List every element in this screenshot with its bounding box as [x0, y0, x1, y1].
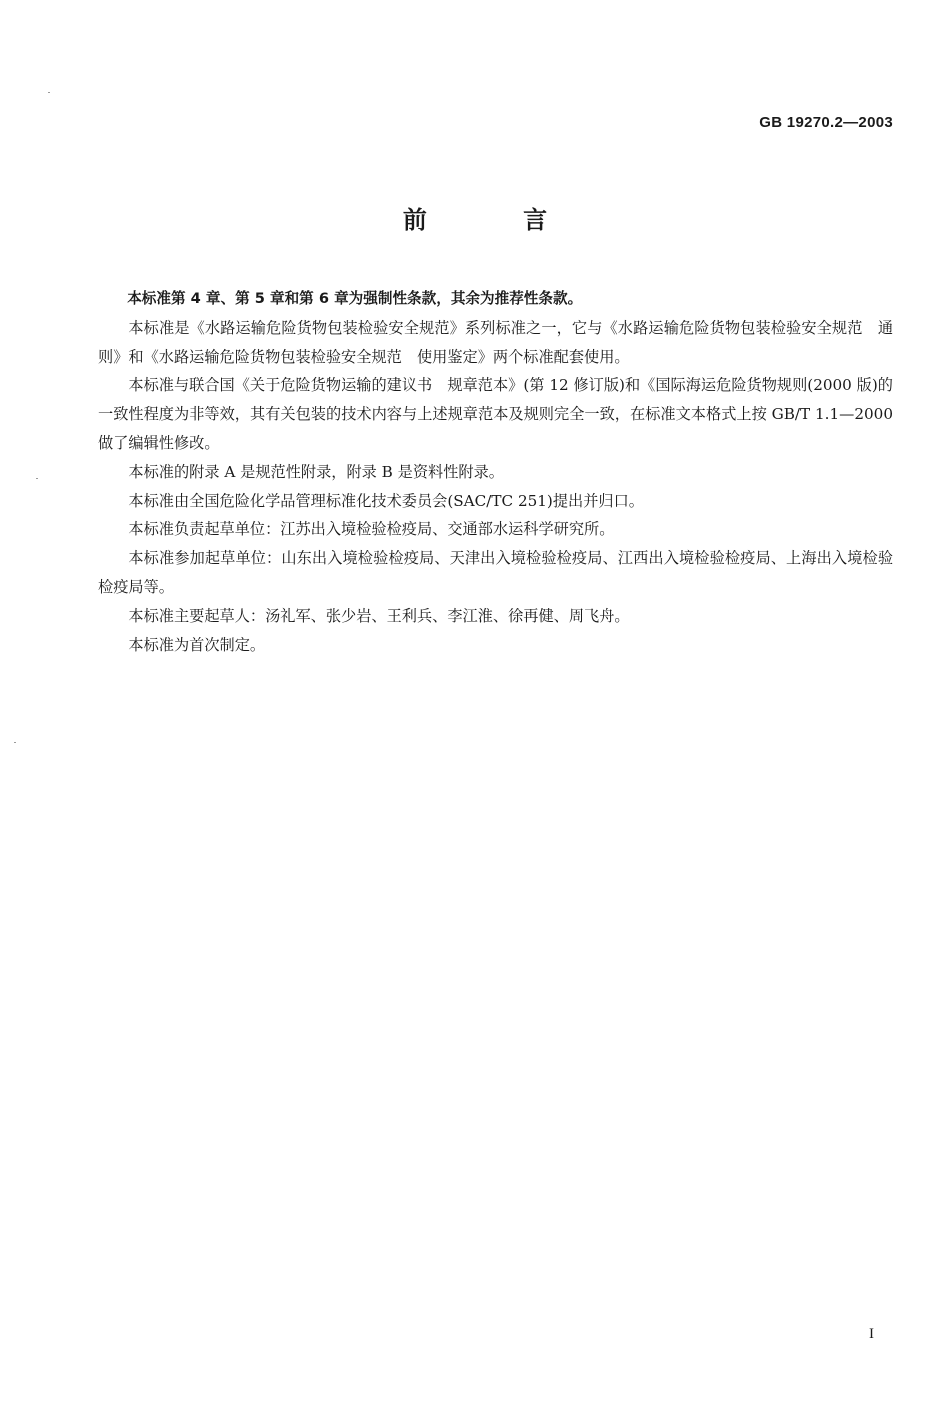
standard-number: GB 19270.2—2003	[759, 114, 893, 131]
paragraph-first-edition: 本标准为首次制定。	[128, 635, 266, 654]
paragraph-proposer: 本标准由全国危险化学品管理标准化技术委员会(SAC/TC 251)提出并归口。	[128, 491, 644, 510]
paragraph-participating-units: 本标准参加起草单位：山东出入境检验检疫局、天津出入境检验检疫局、江西出入境检验检疫局、上海出入境检验检疫局等。	[98, 549, 893, 596]
paragraph-drafters: 本标准主要起草人：汤礼军、张少岩、王利兵、李江淮、徐再健、周飞舟。	[128, 606, 630, 625]
paragraph-series-relation: 本标准是《水路运输危险货物包装检验安全规范》系列标准之一，它与《水路运输危险货物包装检验安全规范 通则》和《水路运输危险货物包装检验安全规范 使用鉴定》两个标准配套使用。	[98, 318, 893, 366]
paragraph-drafting-unit: 本标准负责起草单位：江苏出入境检验检疫局、交通部水运科学研究所。	[128, 520, 615, 539]
page-number: I	[869, 1326, 874, 1342]
page-title: 前 言	[402, 206, 592, 234]
scan-speck	[36, 478, 38, 479]
paragraph-annexes: 本标准的附录 A 是规范性附录，附录 B 是资料性附录。	[128, 462, 504, 481]
foreword-body	[98, 285, 893, 659]
scan-speck	[14, 742, 16, 743]
paragraph-consistency: 本标准与联合国《关于危险货物运输的建议书 规章范本》(第 12 修订版)和《国际海运危险货物规则(2000 版)的一致性程度为非等效，其有关包装的技术内容与上述规章范本及规则完全一致，在标准文本格式上按 GB/T 1.1—2000 做了编辑性修改。	[98, 376, 893, 452]
paragraph-mandatory-clauses: 本标准第 4 章、第 5 章和第 6 章为强制性条款，其余为推荐性条款。	[127, 290, 583, 307]
scan-speck	[48, 92, 50, 93]
